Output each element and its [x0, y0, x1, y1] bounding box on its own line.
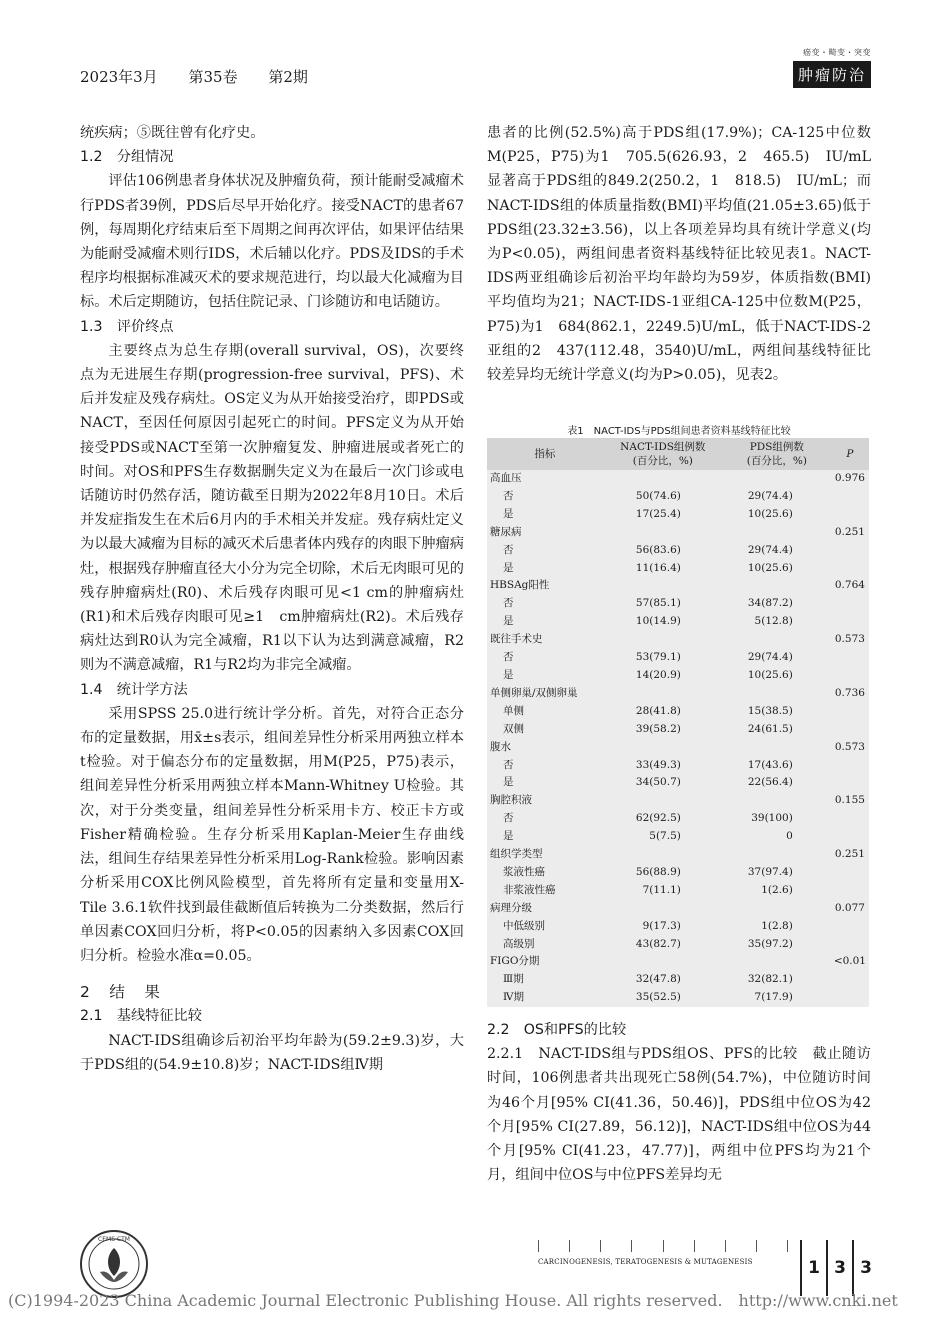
table-cell	[831, 989, 869, 1007]
table-cell: 32(82.1)	[747, 973, 793, 986]
table-cell: HBSAg阳性	[490, 579, 550, 592]
logo-text: CEMS·CTM	[98, 1236, 130, 1243]
table-cell: Ⅲ期	[503, 973, 524, 986]
table-cell: 7(17.9)	[754, 991, 793, 1004]
table-cell: <0.01	[833, 955, 866, 968]
table-cell: 0.764	[834, 579, 865, 592]
table-cell	[723, 739, 831, 757]
table-row	[487, 739, 869, 757]
table-cell: 10(25.6)	[747, 507, 793, 520]
table-cell: 单侧	[503, 704, 524, 717]
table-row	[487, 774, 869, 792]
table-cell: 37(97.4)	[747, 865, 793, 878]
table-cell: 0.976	[834, 472, 865, 484]
table-cell: 43(82.7)	[635, 937, 681, 950]
table-cell: 否	[503, 543, 514, 556]
table-cell	[603, 792, 723, 810]
table-cell	[723, 631, 831, 649]
paragraph: 评估106例患者身体状况及肿瘤负荷，预计能耐受减瘤术行PDS者39例，PDS后尽早开始化疗。接受NACT的患者67例，每周期化疗结束后至下周期之间再次评估，如果评估结果为能耐受减瘤术则行IDS，术后辅以化疗。PDS及IDS的手术程序均根据标准减灭术的要求规范进行，均以最大化减瘤为目标。术后定期随访，包括住院记录、门诊随访和电话随访。	[80, 173, 464, 311]
table-cell: 17(43.6)	[747, 758, 793, 771]
table-cell: 是	[503, 507, 514, 520]
table-row	[487, 864, 869, 882]
page-digit: 3	[834, 1258, 846, 1278]
table-cell: 14(20.9)	[635, 668, 681, 681]
table-row	[487, 953, 869, 971]
section-heading: 2.1 基线特征比较	[80, 1008, 202, 1025]
table-cell: 0.736	[834, 686, 865, 699]
table-cell	[723, 470, 831, 488]
table-cell: 62(92.5)	[635, 812, 681, 825]
table-cell: 56(88.9)	[635, 865, 681, 878]
journal-tag	[793, 47, 871, 88]
table-cell	[723, 953, 831, 971]
table-row	[487, 542, 869, 560]
table-cell: 5(12.8)	[754, 615, 793, 628]
issue-date: 2023年3月	[80, 68, 158, 86]
table-header-cell: NACT-IDS组例数 (百分比，%)	[603, 438, 723, 470]
table-cell: 高血压	[490, 472, 522, 484]
table-cell: 10(25.6)	[747, 561, 793, 574]
table-cell: 0.155	[834, 794, 865, 807]
issue-number: 第2期	[268, 68, 308, 86]
table-cell	[831, 667, 869, 685]
table-row	[487, 828, 869, 846]
table-cell	[603, 577, 723, 595]
table-cell: 否	[503, 597, 514, 610]
table-cell: 29(74.4)	[747, 651, 793, 664]
table-cell: 57(85.1)	[635, 597, 681, 610]
table-cell	[723, 900, 831, 918]
section-heading: 2.2 OS和PFS的比较	[487, 1022, 627, 1038]
journal-footer-bar	[538, 1240, 788, 1266]
table-cell	[831, 882, 869, 900]
table-cell	[831, 721, 869, 739]
table-cell: 是	[503, 615, 514, 628]
table-row	[487, 810, 869, 828]
table-cell	[723, 577, 831, 595]
table-cell: 是	[503, 668, 514, 681]
table-cell: 35(52.5)	[635, 991, 681, 1004]
table-row	[487, 506, 869, 524]
table-row	[487, 900, 869, 918]
table-row	[487, 971, 869, 989]
table-header-cell: PDS组例数 (百分比，%)	[723, 438, 831, 470]
table-cell: 胸腔积液	[490, 794, 532, 807]
table-cell: FIGO分期	[490, 955, 540, 968]
paragraph: 统疾病；⑤既往曾有化疗史。	[80, 125, 265, 141]
table-cell: 39(58.2)	[635, 722, 681, 735]
table-row	[487, 470, 869, 488]
table-cell	[831, 810, 869, 828]
table-cell	[831, 757, 869, 775]
section-heading: 1.2 分组情况	[80, 149, 174, 166]
table-cell	[831, 613, 869, 631]
paragraph: 2.2.1 NACT-IDS组与PDS组OS、PFS的比较 截止随访时间，106例患者共出现死亡58例(54.7%)，中位随访时间为46个月[95% CI(41.36，50.46)]，PDS组中位OS为42个月[95% CI(27.89，56.12)]，NACT-IDS组中位OS为44个月[95% CI(41.23，47.77)]，两组中位PFS均为21个月，组间中位OS与中位PFS差异均无	[487, 1046, 871, 1184]
table-cell	[831, 488, 869, 506]
table-cell: 34(87.2)	[747, 597, 793, 610]
table-cell: 否	[503, 758, 514, 771]
table-cell: 高级别	[503, 937, 535, 950]
table-cell: 否	[503, 812, 514, 825]
table-cell: 53(79.1)	[635, 651, 681, 664]
table-cell	[603, 900, 723, 918]
table-cell	[603, 739, 723, 757]
table-cell: 0.077	[834, 901, 865, 914]
table-cell: 双侧	[503, 722, 524, 735]
table-cell: 9(17.3)	[642, 919, 681, 932]
table-cell: 糖尿病	[490, 525, 522, 538]
table-row	[487, 488, 869, 506]
table-row	[487, 846, 869, 864]
table-cell	[831, 774, 869, 792]
right-text-column-bottom	[487, 1018, 871, 1187]
table-row	[487, 792, 869, 810]
table-cell	[603, 846, 723, 864]
table-cell: 既往手术史	[490, 633, 543, 646]
table-cell	[831, 506, 869, 524]
table-row	[487, 703, 869, 721]
table-row	[487, 882, 869, 900]
table-cell: 22(56.4)	[747, 776, 793, 789]
table-cell	[831, 595, 869, 613]
table-cell: 11(16.4)	[635, 561, 681, 574]
paragraph: NACT-IDS组确诊后初治平均年龄为(59.2±9.3)岁，大于PDS组的(54.9±10.8)岁；NACT-IDS组Ⅳ期	[80, 1032, 464, 1073]
table-row	[487, 721, 869, 739]
journal-tag-top: 癌变・畸变・突变	[803, 48, 871, 57]
table-cell	[603, 685, 723, 703]
section-heading: 1.4 统计学方法	[80, 681, 188, 698]
table-header-cell: P	[831, 438, 869, 470]
section-heading: 1.3 评价终点	[80, 318, 174, 335]
table-cell: 29(74.4)	[747, 543, 793, 556]
table-row	[487, 989, 869, 1007]
table-row	[487, 613, 869, 631]
baseline-table	[487, 438, 869, 1007]
table-cell: 浆液性癌	[503, 865, 545, 878]
table-cell: 1(2.8)	[761, 919, 793, 932]
table-cell: 0.573	[834, 633, 865, 646]
table-cell: Ⅳ期	[503, 991, 524, 1004]
table-cell	[831, 828, 869, 846]
table-cell: 非浆液性癌	[503, 883, 556, 896]
table-cell: 组织学类型	[490, 848, 543, 861]
page-digit: 1	[808, 1258, 820, 1278]
table-cell: 34(50.7)	[635, 776, 681, 789]
table-cell: 10(25.6)	[747, 668, 793, 681]
table-row	[487, 631, 869, 649]
table-row	[487, 577, 869, 595]
table-cell: 病理分级	[490, 901, 532, 914]
page-digit: 3	[860, 1258, 872, 1278]
table-cell: 5(7.5)	[649, 830, 681, 843]
table-cell: 0	[786, 830, 793, 843]
table-cell: 35(97.2)	[747, 937, 793, 950]
table-cell: 是	[503, 776, 514, 789]
table-cell	[831, 542, 869, 560]
table-cell: 中低级别	[503, 919, 545, 932]
journal-name: 肿瘤防治	[793, 61, 871, 88]
left-text-column	[80, 121, 464, 1077]
table-cell	[831, 703, 869, 721]
table-cell	[723, 685, 831, 703]
table-cell	[723, 846, 831, 864]
table-cell	[603, 953, 723, 971]
running-header	[80, 66, 334, 87]
table-cell	[831, 560, 869, 578]
table-cell: 1(2.6)	[761, 883, 793, 896]
table-cell: 39(100)	[751, 812, 793, 825]
table-row	[487, 524, 869, 542]
chapter-heading: 2 结 果	[80, 983, 162, 1002]
table-cell	[723, 792, 831, 810]
table-cell: 56(83.6)	[635, 543, 681, 556]
table-row	[487, 757, 869, 775]
table-cell: 否	[503, 489, 514, 502]
table-cell: 0.573	[834, 740, 865, 753]
table-cell: 28(41.8)	[635, 704, 681, 717]
table-cell	[831, 971, 869, 989]
table-row	[487, 595, 869, 613]
table-cell: 29(74.4)	[747, 489, 793, 502]
table-cell: 是	[503, 561, 514, 574]
table-cell	[831, 936, 869, 954]
table-cell: 7(11.1)	[642, 883, 681, 896]
table-row	[487, 936, 869, 954]
journal-en-title: CARCINOGENESIS, TERATOGENESIS & MUTAGENESIS	[538, 1258, 753, 1266]
table-cell: 15(38.5)	[747, 704, 793, 717]
table-cell: 33(49.3)	[635, 758, 681, 771]
table-row	[487, 649, 869, 667]
table-cell	[831, 864, 869, 882]
table-cell: 24(61.5)	[747, 722, 793, 735]
table-cell: 腹水	[490, 740, 511, 753]
table-header-cell: 指标	[487, 438, 603, 470]
table-cell: 50(74.6)	[635, 489, 681, 502]
table-cell	[603, 470, 723, 488]
table1-title: 表1 NACT-IDS与PDS组间患者资料基线特征比较	[567, 426, 791, 437]
table-cell	[603, 524, 723, 542]
paragraph: 主要终点为总生存期(overall survival，OS)，次要终点为无进展生存期(progression-free survival，PFS)、术后并发症及残存病灶。OS定义为从开始接受治疗，即PDS或NACT，至因任何原因引起死亡的时间。PFS定义为从开始接受PDS或NACT至第一次肿瘤复发、肿瘤进展或者死亡的时间。对OS和PFS生存数据删失定义为在最后一次门诊或电话随访时仍然存活，随访截至日期为2022年8月10日。术后并发症指发生在术后6月内的手术相关并发症。残存病灶定义为以最大减瘤为目标的减灭术后患者体内残存的肉眼下肿瘤病灶，根据残存肿瘤直径大小分为完全切除，术后无肉眼可见的残存肿瘤病灶(R0)、术后残存肉眼可见<1 cm的肿瘤病灶(R1)和术后残存肉眼可见≥1 cm肿瘤病灶(R2)。术后残存病灶达到R0认为完全减瘤，R1以下认为达到满意减瘤，R2则为不满意减瘤，R1与R2均为非完全减瘤。	[80, 342, 464, 674]
table-cell: 0.251	[834, 848, 865, 861]
table-cell: 是	[503, 830, 514, 843]
table-cell: 0.251	[834, 525, 865, 538]
table-cell	[831, 918, 869, 936]
table-row	[487, 685, 869, 703]
table-row	[487, 918, 869, 936]
table-cell	[723, 524, 831, 542]
table-cell: 否	[503, 651, 514, 664]
volume: 第35卷	[188, 68, 238, 86]
table-cell: 单侧卵巢/双侧卵巢	[490, 686, 578, 699]
table-cell: 32(47.8)	[635, 973, 681, 986]
table-row	[487, 560, 869, 578]
table-cell: 17(25.4)	[635, 507, 681, 520]
paragraph: 患者的比例(52.5%)高于PDS组(17.9%)；CA-125中位数M(P25，P75)为1 705.5(626.93，2 465.5) IU/mL显著高于PDS组的849.2(250.2，1 818.5) IU/mL；而NACT-IDS组的体质量指数(BMI)平均值(21.05±3.65)低于PDS组(23.32±3.56)，以上各项差异均具有统计学意义(均为P<0.05)，两组间患者资料基线特征比较见表1。NACT-IDS两亚组确诊后初治平均年龄均为59岁，体质指数(BMI)平均值均为21；NACT-IDS-1亚组CA-125中位数M(P25，P75)为1 684(862.1，2249.5)U/mL，低于NACT-IDS-2亚组的2 437(112.48，3540)U/mL，两组间基线特征比较差异均无统计学意义(均为P>0.05)，见表2。	[487, 125, 871, 384]
paragraph: 采用SPSS 25.0进行统计学分析。首先，对符合正态分布的定量数据，用x̄±s表示，组间差异性分析采用两独立样本t检验。对于偏态分布的定量数据，用M(P25，P75)表示，组间差异性分析采用两独立样本Mann-Whitney U检验。其次，对于分类变量，组间差异性分析采用卡方、校正卡方或Fisher精确检验。生存分析采用Kaplan-Meier生存曲线法，组间生存结果差异性分析采用Log-Rank检验。影响因素分析采用COX比例风险模型，首先将所有定量和变量用X-Tile 3.6.1软件找到最佳截断值后转换为二分类数据，然后行单因素COX回归分析，将P<0.05的因素纳入多因素COX回归分析。检验水准α=0.05。	[80, 705, 464, 964]
right-text-column	[487, 121, 871, 387]
table-cell	[831, 649, 869, 667]
table-cell: 10(14.9)	[635, 615, 681, 628]
table-row	[487, 667, 869, 685]
copyright-notice: (C)1994-2023 China Academic Journal Electronic Publishing House. All rights reserved. http://www.cnki.net	[8, 1291, 898, 1310]
table-cell	[603, 631, 723, 649]
